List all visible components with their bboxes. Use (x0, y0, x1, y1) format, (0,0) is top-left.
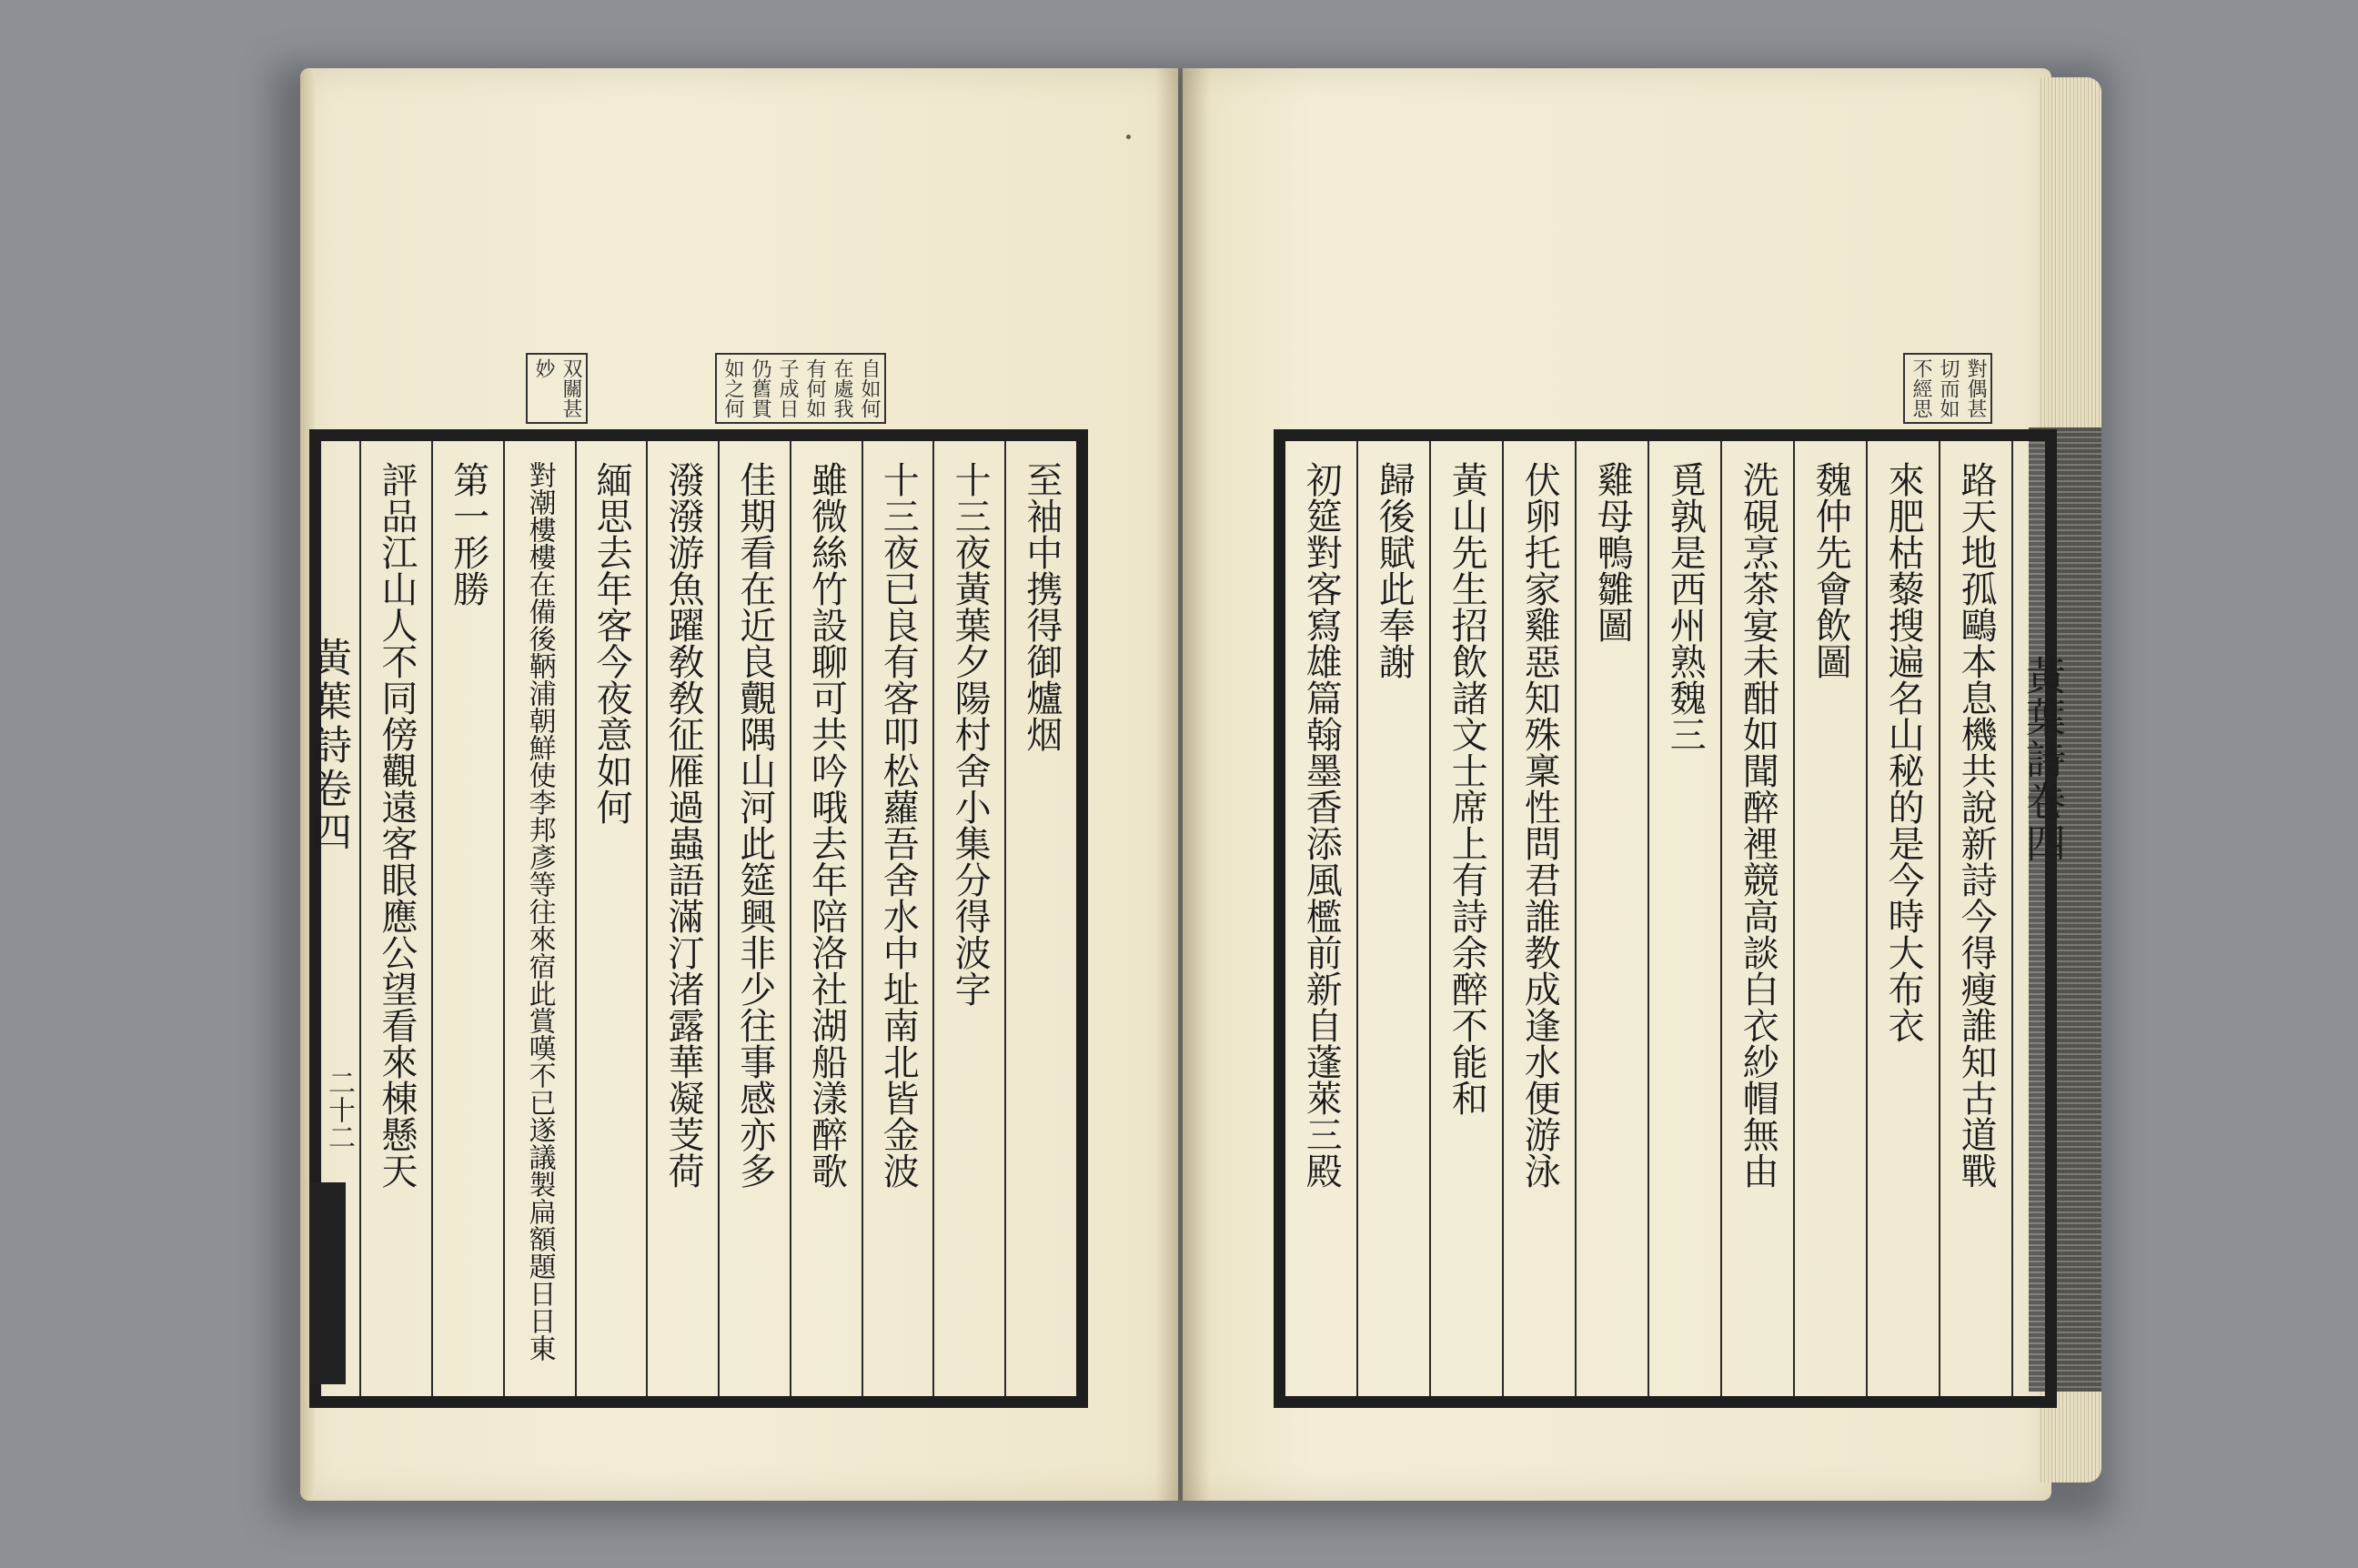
spine-title: 黃葉詩卷四 (2019, 655, 2065, 864)
fishtail-lower-block (309, 1182, 346, 1384)
note-line: 不經思 (1910, 358, 1932, 418)
marginal-note-right-1 (1903, 353, 1992, 424)
column-text: 黃山先生招飲諸文士席上有詩余醉不能和 (1446, 461, 1488, 1116)
column-text: 伏卵托家雞惡知殊稟性問君誰教成逢水便游泳 (1518, 461, 1561, 1189)
text-column (790, 441, 862, 1396)
column-text: 初筵對客寫雄篇翰墨香添風檻前新自蓬萊三殿 (1300, 461, 1343, 1189)
column-text: 歸後賦此奉謝 (1373, 461, 1416, 679)
book-gutter (1155, 68, 1210, 1501)
text-column (862, 441, 933, 1396)
note-line: 仍舊貫 (749, 358, 771, 418)
column-text: 來肥枯藜搜遍名山秘的是今時大布衣 (1882, 461, 1925, 1043)
paper-speck (1126, 135, 1131, 139)
text-column (1866, 441, 1939, 1396)
column-text: 佳期看在近良覿隅山河此筵興非少往事感亦多 (733, 461, 776, 1189)
column-text: 第一形勝 (447, 461, 489, 607)
marginal-note-left-1 (526, 353, 588, 424)
page-number: 二十二 (323, 1069, 355, 1151)
text-column (1429, 441, 1502, 1396)
text-column (646, 441, 718, 1396)
text-column (1575, 441, 1648, 1396)
column-text: 魏仲先會飲圖 (1809, 461, 1852, 679)
left-columns (321, 441, 1076, 1396)
column-text: 至袖中携得御爐烟 (1020, 461, 1063, 752)
text-column (1793, 441, 1866, 1396)
left-text-frame (309, 429, 1088, 1408)
text-column (359, 441, 431, 1396)
text-column (1648, 441, 1720, 1396)
right-text-frame (1274, 429, 2057, 1408)
text-column (431, 441, 503, 1396)
column-text: 對潮樓樓在備後鞆浦朝鮮使李邦彥等往來宿此賞嘆不已遂議製扁額題日日東 (523, 461, 556, 1362)
text-column (718, 441, 790, 1396)
column-text: 洗硯烹茶宴未酣如聞醉裡競高談白衣紗帽無由 (1737, 461, 1779, 1189)
column-text: 覓孰是西州熟魏三 (1664, 461, 1707, 752)
column-text: 十三夜已良有客叩松蘿吾舍水中址南北皆金波 (877, 461, 920, 1189)
column-text: 路天地孤鷗本息機共說新詩今得瘦誰知古道戰 (1955, 461, 1998, 1189)
note-line: 在處我 (831, 358, 853, 418)
column-text: 潑潑游魚躍敎敎征雁過蟲語滿汀渚露華凝芰荷 (661, 461, 704, 1189)
fishtail-title: 黃葉詩卷四 (305, 637, 351, 855)
text-column (932, 441, 1004, 1396)
note-line: 双關甚 (559, 358, 582, 418)
note-line: 子成日 (776, 358, 799, 418)
note-line: 如之何 (721, 358, 744, 418)
text-column (575, 441, 647, 1396)
note-line: 妙 (532, 358, 555, 378)
text-column (1356, 441, 1429, 1396)
text-column (1285, 441, 1356, 1396)
note-line: 切而如 (1937, 358, 1960, 418)
note-line: 有何如 (803, 358, 826, 418)
column-text: 評品江山人不同傍觀遠客眼應公望看來棟懸天 (375, 461, 418, 1189)
note-line: 自如何 (858, 358, 881, 418)
column-text: 十三夜黃葉夕陽村舍小集分得波字 (949, 461, 992, 1007)
text-column (1004, 441, 1076, 1396)
text-column (1720, 441, 1793, 1396)
fishtail-column (2011, 441, 2045, 1396)
column-text: 雖微絲竹設聊可共吟哦去年陪洛社湖船漾醉歌 (805, 461, 848, 1189)
right-columns (1285, 441, 2045, 1396)
marginal-note-left-2 (715, 353, 886, 424)
text-column (1939, 441, 2011, 1396)
column-text: 緬思去年客今夜意如何 (590, 461, 633, 825)
text-column (503, 441, 575, 1396)
note-line: 對偶甚 (1964, 358, 1987, 418)
text-column (1502, 441, 1575, 1396)
column-text: 雞母鴨雛圖 (1591, 461, 1634, 643)
